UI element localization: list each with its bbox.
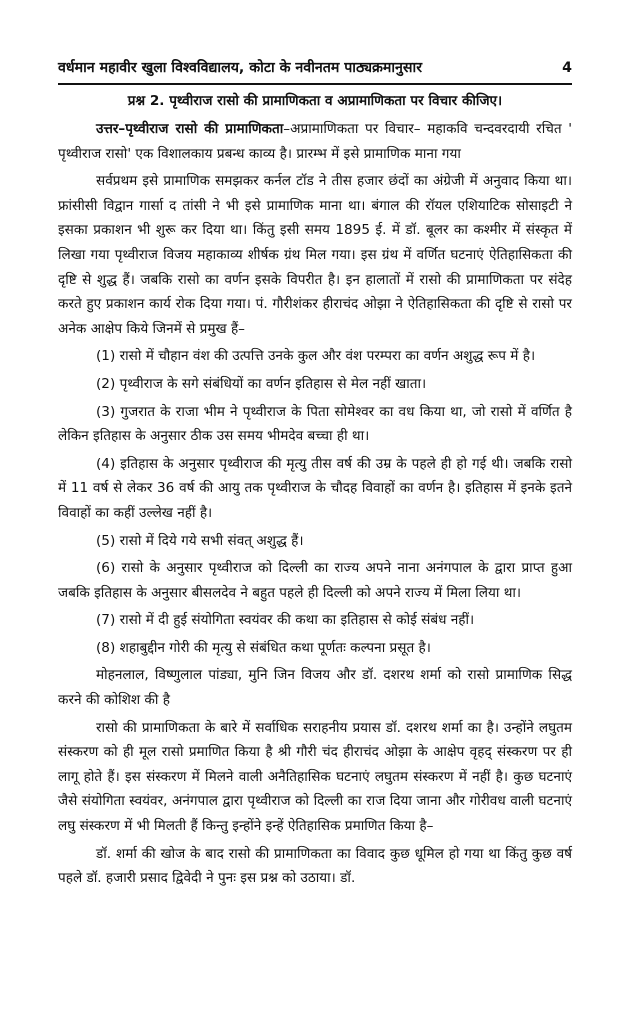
- list-item-4: (4) इतिहास के अनुसार पृथ्वीराज की मृत्यु तीस वर्ष की उम्र के पहले ही हो गई थी। जबकि रासो में 11 वर्ष से लेकर 36 वर्ष की आयु तक पृथ्वीराज के चौदह विवाहों का वर्णन है। इतिहास में इनके इतने विवाहों का कहीं उल्लेख नहीं है।: [58, 455, 572, 521]
- page-number: 4: [562, 60, 572, 76]
- header-divider: [58, 83, 572, 85]
- list-item-5: (5) रासो में दिये गये सभी संवत् अशुद्ध हैं।: [96, 532, 304, 549]
- list-item-7: (7) रासो में दी हुई संयोगिता स्वयंवर की कथा का इतिहास से कोई संबंध नहीं।: [96, 612, 475, 629]
- answer-lead: उत्तर–पृथ्वीराज रासो की प्रामाणिकता: [96, 121, 284, 137]
- page-header: [58, 58, 572, 78]
- list-item-1: (1) रासो में चौहान वंश की उत्पत्ति उनके कुल और वंश परम्परा का वर्णन अशुद्ध रूप में है।: [96, 348, 536, 365]
- header-title: वर्धमान महावीर खुला विश्वविद्यालय, कोटा के नवीनतम पाठ्यक्रमानुसार: [58, 60, 422, 76]
- list-item-3: (3) गुजरात के राजा भीम ने पृथ्वीराज के पिता सोमेश्वर का वध किया था, जो रासो में वर्णित है लेकिन इतिहास के अनुसार ठीक उस समय भीमदेव बच्चा ही था।: [58, 403, 572, 445]
- answer-intro: [58, 117, 572, 166]
- paragraph: डॉ. शर्मा की खोज के बाद रासो की प्रामाणिकता का विवाद कुछ धूमिल हो गया था किंतु कुछ वर्ष पहले डॉ. हजारी प्रसाद द्विवेदी ने पुनः इस प्रश्न को उठाया। डॉ.: [58, 845, 572, 887]
- list-item-6: (6) रासो के अनुसार पृथ्वीराज को दिल्ली का राज्य अपने नाना अनंगपाल के द्वारा प्राप्त हुआ जबकि इतिहास के अनुसार बीसलदेव ने बहुत पहले ही दिल्ली को अपने राज्य में मिला लिया था।: [58, 560, 572, 601]
- list-item-8: (8) शहाबुद्दीन गोरी की मृत्यु से संबंधित कथा पूर्णतः कल्पना प्रसूत है।: [96, 639, 431, 656]
- list-item-2: (2) पृथ्वीराज के सगे संबंधियों का वर्णन इतिहास से मेल नहीं खाता।: [96, 375, 427, 392]
- paragraph: रासो की प्रामाणिकता के बारे में सर्वाधिक सराहनीय प्रयास डॉ. दशरथ शर्मा का है। उन्होंने लघुतम संस्करण को ही मूल रासो प्रमाणित किया है श्री गौरी चंद हीराचंद ओझा के आक्षेप वृहद् संस्करण पर ही लागू होते हैं। इस संस्करण में मिलने वाली अनैतिहासिक घटनाएं लघुतम संस्करण में नहीं है। कुछ घटनाएं जैसे संयोगिता स्वयंवर, अनंगपाल द्वारा पृथ्वीराज को दिल्ली का राज दिया जाना और गोरीवध वाली घटनाएं लघु संस्करण में भी मिलती हैं किन्तु इन्होंने इन्हें ऐतिहासिक प्रमाणित किया है–: [58, 719, 572, 835]
- question-heading: प्रश्न 2. पृथ्वीराज रासो की प्रामाणिकता व अप्रामाणिकता पर विचार कीजिए।: [127, 93, 503, 109]
- answer-rest: –अप्रामाणिकता पर विचार– महाकवि चन्दवरदायी रचित ' पृथ्वीराज रासो' एक विशालकाय प्रबन्ध काव्य है। प्रारम्भ में इसे प्रामाणिक माना गया: [58, 121, 573, 162]
- paragraph: मोहनलाल, विष्णुलाल पांड्या, मुनि जिन विजय और डॉ. दशरथ शर्मा को रासो प्रामाणिक सिद्ध करने की कोशिश की है: [58, 667, 572, 709]
- paragraph: सर्वप्रथम इसे प्रामाणिक समझकर कर्नल टॉड ने तीस हजार छंदों का अंग्रेजी में अनुवाद किया था। फ्रांसीसी विद्वान गार्सा द तांसी ने भी इसे प्रामाणिक माना था। बंगाल की रॉयल एशियाटिक सोसाइटी ने इसका प्रकाशन भी शुरू कर दिया था। किंतु इसी समय 1895 ई. में डॉ. बूलर का कश्मीर में संस्कृत में लिखा गया पृथ्वीराज विजय महाकाव्य शीर्षक ग्रंथ मिल गया। इस ग्रंथ में वर्णित घटनाएं ऐतिहासिकता की दृष्टि से शुद्ध हैं। जबकि रासो का वर्णन इसके विपरीत है। इन हालातों में रासो की प्रामाणिकता पर संदेह करते हुए प्रकाशन कार्य रोक दिया गया। पं. गौरीशंकर हीराचंद ओझा ने ऐतिहासिकता की दृष्टि से रासो पर अनेक आक्षेप किये जिनमें से प्रमुख हैं–: [58, 173, 572, 337]
